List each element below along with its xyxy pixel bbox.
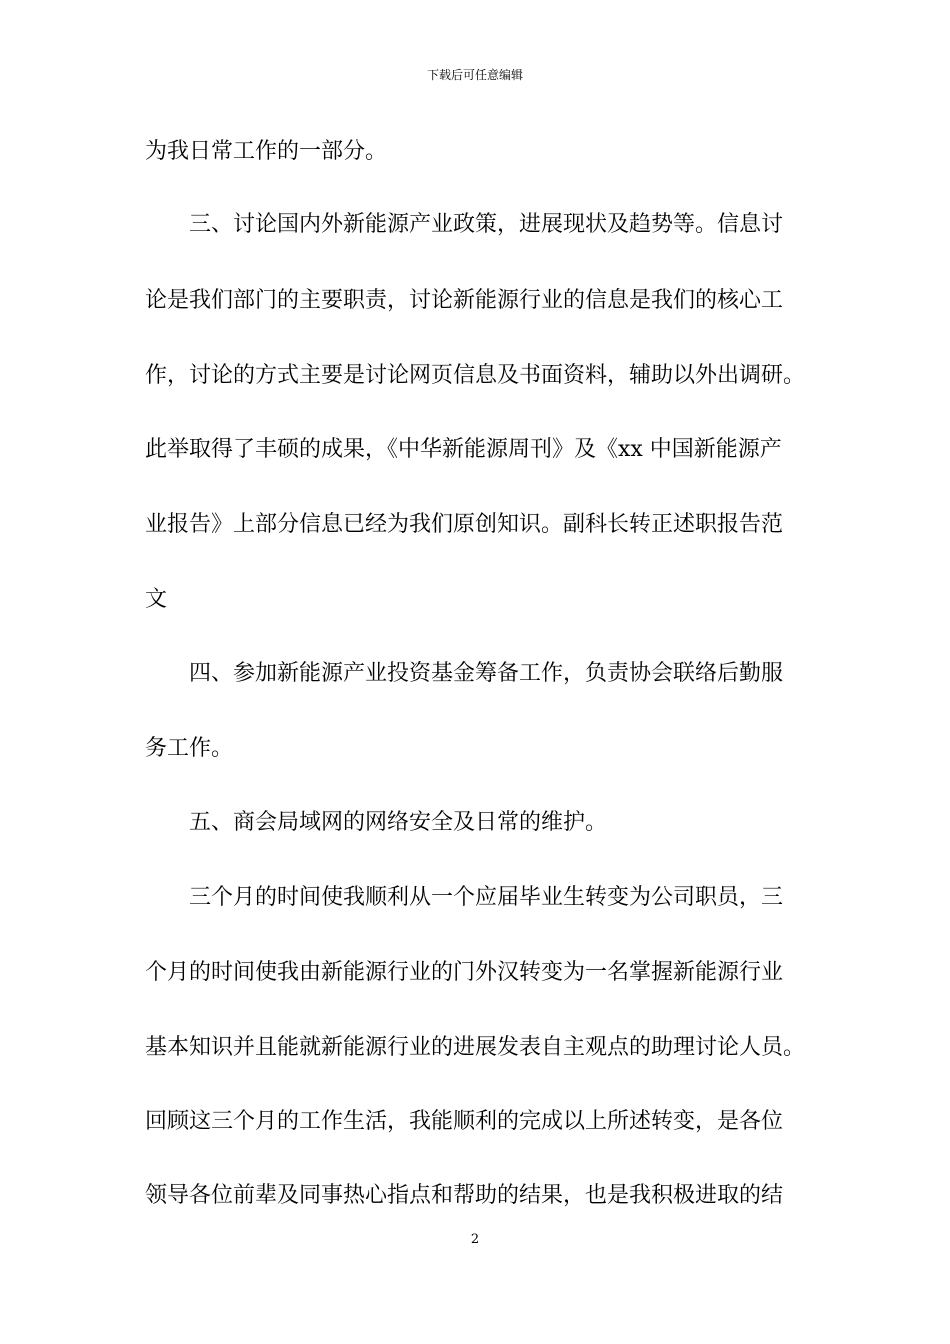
text-line: 五、商会局域网的网络安全及日常的维护。 [189, 810, 608, 835]
text-line: 为我日常工作的一部分。 [145, 139, 388, 164]
text-line: 四、参加新能源产业投资基金筹备工作，负责协会联络后勤服 [189, 661, 784, 686]
page-header: 下载后可任意编辑 [426, 68, 523, 82]
text-line: 作，讨论的方式主要是讨论网页信息及书面资料，辅助以外出调研。 [145, 363, 806, 388]
text-line: 论是我们部门的主要职责，讨论新能源行业的信息是我们的核心工 [145, 288, 784, 313]
page-number: 2 [470, 1232, 480, 1247]
text-line: 文 [145, 587, 168, 612]
text-line: 三、讨论国内外新能源产业政策，进展现状及趋势等。信息讨 [189, 212, 784, 237]
text-line: 领导各位前辈及同事热心指点和帮助的结果，也是我积极进取的结 [145, 1183, 784, 1208]
text-line: 个月的时间使我由新能源行业的门外汉转变为一名掌握新能源行业 [145, 960, 784, 985]
text-line: 基本知识并且能就新能源行业的进展发表自主观点的助理讨论人员。 [145, 1035, 806, 1060]
text-line: 三个月的时间使我顺利从一个应届毕业生转变为公司职员，三 [189, 885, 784, 910]
text-line: 务工作。 [145, 736, 234, 761]
text-line: 回顾这三个月的工作生活，我能顺利的完成以上所述转变，是各位 [145, 1109, 784, 1134]
text-line: 业报告》上部分信息已经为我们原创知识。副科长转正述职报告范 [145, 512, 784, 537]
text-line: 此举取得了丰硕的成果，《中华新能源周刊》及《xx 中国新能源产 [145, 437, 782, 462]
